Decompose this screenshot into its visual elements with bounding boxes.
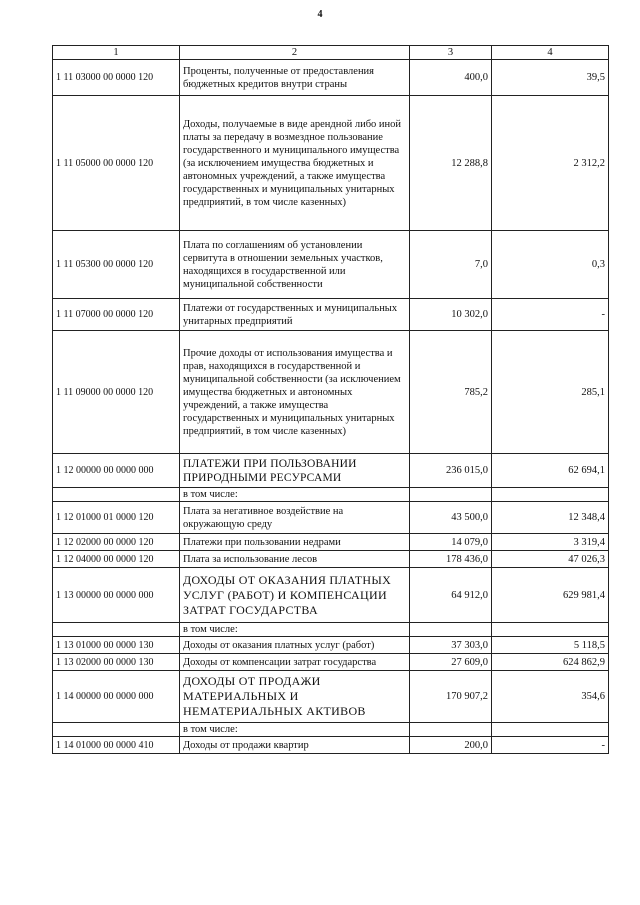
row-plan-value: 37 303,0 xyxy=(410,637,492,654)
row-code: 1 13 00000 00 0000 000 xyxy=(53,568,180,623)
row-plan-value: 14 079,0 xyxy=(410,534,492,551)
row-name: Доходы от компенсации затрат государства xyxy=(180,654,410,671)
row-plan-value: 236 015,0 xyxy=(410,454,492,488)
row-fact-value: - xyxy=(492,299,609,331)
row-code: 1 13 02000 00 0000 130 xyxy=(53,654,180,671)
table-row xyxy=(53,654,609,671)
row-code: 1 11 09000 00 0000 120 xyxy=(53,331,180,454)
row-plan-value: 170 907,2 xyxy=(410,671,492,723)
row-name: Доходы от оказания платных услуг (работ) xyxy=(180,637,410,654)
row-name: Плата по соглашениям об установлении сервитута в отношении земельных участков, находящихся в государственной или муниципальной собственности xyxy=(180,231,410,299)
row-name: Проценты, полученные от предоставления бюджетных кредитов внутри страны xyxy=(180,60,410,96)
table-row-section xyxy=(53,454,609,488)
row-code: 1 14 01000 00 0000 410 xyxy=(53,737,180,754)
table-row xyxy=(53,331,609,454)
table-row xyxy=(53,299,609,331)
row-fact-value: 39,5 xyxy=(492,60,609,96)
column-header: 3 xyxy=(410,46,492,60)
row-name: Платежи от государственных и муниципальных унитарных предприятий xyxy=(180,299,410,331)
table-row xyxy=(53,534,609,551)
row-fact-value: 62 694,1 xyxy=(492,454,609,488)
table-row-including xyxy=(53,488,609,502)
table-row-section xyxy=(53,568,609,623)
table-row-including xyxy=(53,623,609,637)
row-plan-value xyxy=(410,623,492,637)
row-code: 1 12 00000 00 0000 000 xyxy=(53,454,180,488)
row-plan-value: 178 436,0 xyxy=(410,551,492,568)
row-fact-value xyxy=(492,623,609,637)
row-fact-value xyxy=(492,723,609,737)
table-row xyxy=(53,637,609,654)
column-header: 4 xyxy=(492,46,609,60)
page-number: 4 xyxy=(317,9,323,20)
row-plan-value: 64 912,0 xyxy=(410,568,492,623)
row-code xyxy=(53,723,180,737)
table-row xyxy=(53,737,609,754)
row-name: Прочие доходы от использования имущества и прав, находящихся в государственной и муниципальной собственности (за исключением имущества бюджетных и автономных учреждений, а также имущества государственных и муниципальных унитарных предприятий, в том числе казенных) xyxy=(180,331,410,454)
table-row xyxy=(53,231,609,299)
row-fact-value: 47 026,3 xyxy=(492,551,609,568)
row-name: в том числе: xyxy=(180,723,410,737)
row-name: Доходы от продажи квартир xyxy=(180,737,410,754)
row-code: 1 11 05000 00 0000 120 xyxy=(53,96,180,231)
row-fact-value: 3 319,4 xyxy=(492,534,609,551)
row-name: Доходы, получаемые в виде арендной либо иной платы за передачу в возмездное пользование государственного и муниципального имущества (за исключением имущества бюджетных и автономных учреждений, а также имущества государственных и муниципальных унитарных предприятий, в том числе казенных) xyxy=(180,96,410,231)
row-fact-value: 285,1 xyxy=(492,331,609,454)
row-plan-value xyxy=(410,723,492,737)
revenue-table xyxy=(52,45,609,754)
row-name: в том числе: xyxy=(180,623,410,637)
row-fact-value: 624 862,9 xyxy=(492,654,609,671)
table-row-including xyxy=(53,723,609,737)
row-name: Плата за негативное воздействие на окружающую среду xyxy=(180,502,410,534)
row-name: Плата за использование лесов xyxy=(180,551,410,568)
row-code: 1 12 02000 00 0000 120 xyxy=(53,534,180,551)
row-name: ДОХОДЫ ОТ ПРОДАЖИ МАТЕРИАЛЬНЫХ И НЕМАТЕРИАЛЬНЫХ АКТИВОВ xyxy=(180,671,410,723)
row-plan-value: 200,0 xyxy=(410,737,492,754)
row-plan-value: 10 302,0 xyxy=(410,299,492,331)
row-fact-value: 12 348,4 xyxy=(492,502,609,534)
column-header: 2 xyxy=(180,46,410,60)
row-plan-value: 43 500,0 xyxy=(410,502,492,534)
column-header: 1 xyxy=(53,46,180,60)
row-plan-value: 400,0 xyxy=(410,60,492,96)
row-code: 1 11 05300 00 0000 120 xyxy=(53,231,180,299)
row-plan-value: 785,2 xyxy=(410,331,492,454)
row-fact-value: 629 981,4 xyxy=(492,568,609,623)
row-fact-value: 0,3 xyxy=(492,231,609,299)
row-name: ПЛАТЕЖИ ПРИ ПОЛЬЗОВАНИИ ПРИРОДНЫМИ РЕСУРСАМИ xyxy=(180,454,410,488)
row-plan-value: 7,0 xyxy=(410,231,492,299)
table-row xyxy=(53,60,609,96)
row-code: 1 13 01000 00 0000 130 xyxy=(53,637,180,654)
row-fact-value: 2 312,2 xyxy=(492,96,609,231)
row-fact-value xyxy=(492,488,609,502)
table-row xyxy=(53,551,609,568)
row-plan-value: 27 609,0 xyxy=(410,654,492,671)
row-plan-value: 12 288,8 xyxy=(410,96,492,231)
row-code: 1 12 04000 00 0000 120 xyxy=(53,551,180,568)
table-row-section xyxy=(53,671,609,723)
row-code: 1 11 07000 00 0000 120 xyxy=(53,299,180,331)
row-fact-value: 5 118,5 xyxy=(492,637,609,654)
table-header-row xyxy=(53,46,609,60)
row-plan-value xyxy=(410,488,492,502)
row-code: 1 14 00000 00 0000 000 xyxy=(53,671,180,723)
table-row xyxy=(53,502,609,534)
row-code: 1 11 03000 00 0000 120 xyxy=(53,60,180,96)
row-name: Платежи при пользовании недрами xyxy=(180,534,410,551)
row-code xyxy=(53,623,180,637)
table-row xyxy=(53,96,609,231)
row-name: в том числе: xyxy=(180,488,410,502)
row-code: 1 12 01000 01 0000 120 xyxy=(53,502,180,534)
row-name: ДОХОДЫ ОТ ОКАЗАНИЯ ПЛАТНЫХ УСЛУГ (РАБОТ) И КОМПЕНСАЦИИ ЗАТРАТ ГОСУДАРСТВА xyxy=(180,568,410,623)
row-code xyxy=(53,488,180,502)
row-fact-value: - xyxy=(492,737,609,754)
row-fact-value: 354,6 xyxy=(492,671,609,723)
